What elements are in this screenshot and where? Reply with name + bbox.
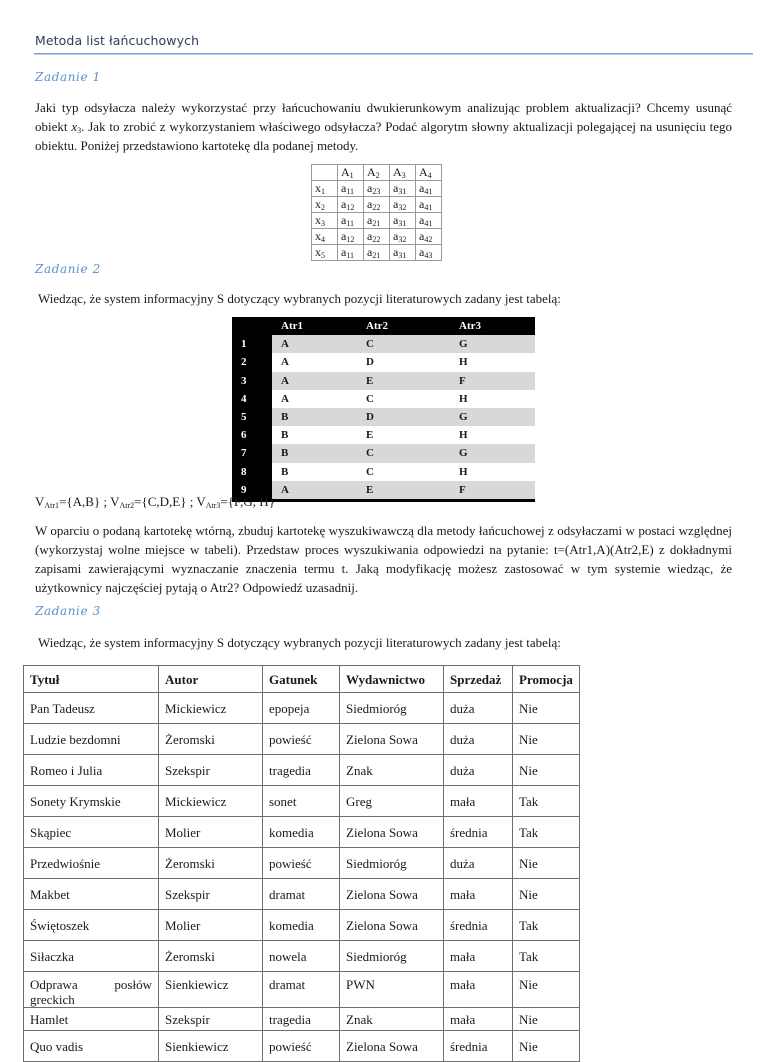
table-cell-base: a [419, 197, 425, 211]
table-cell: H [450, 463, 535, 481]
row-header-sub: 4 [321, 235, 325, 244]
table-cell: Quo vadis [24, 1031, 159, 1062]
table-cell: Tak [513, 786, 580, 817]
table-row [24, 817, 580, 848]
table-cell: powieść [263, 724, 340, 755]
section-heading-zadanie-2: Zadanie 2 [35, 262, 101, 276]
table-cell: Nie [513, 693, 580, 724]
column-header: Atr3 [450, 317, 535, 335]
table-cell-base: a [393, 197, 399, 211]
table-cell: Zielona Sowa [340, 879, 444, 910]
row-header [312, 245, 338, 261]
row-header [312, 181, 338, 197]
table-cell: F [450, 372, 535, 390]
value-set-attribute: Atr3 [205, 501, 221, 510]
zadanie-2-task: W oparciu o podaną kartotekę wtórną, zbuduj kartotekę wyszukiwawczą dla metody łańcuchowej z odsyłaczami w postaci względnej (wykorzystaj wolne miejsce w tabeli). Przedstaw proces wyszukiwania odpowiedzi na pytanie: t=(Atr1,A)(Atr2,E) z dokładnymi zapisami zawierającymi wyznaczanie znaczenia termu t. Jaką modyfikację możesz zastosować w tym systemie wiedząc, że użytkownicy najczęściej pytają o Atr2? Odpowiedź uzasadnij. [35, 523, 732, 595]
zadanie-1-text-after: . Jak to zrobić z wykorzystaniem właściwego odsyłacza? Podać algorytm słowny aktualizacji polegającej na usunięciu tego obiektu. Poniżej przedstawiono kartotekę dla podanej metody. [35, 119, 733, 153]
row-index: 8 [232, 463, 272, 481]
header-divider [34, 53, 753, 55]
table-cell-base: a [341, 181, 347, 195]
table-row [232, 426, 535, 444]
table-cell: H [450, 353, 535, 371]
table-cell-base: a [393, 229, 399, 243]
table-row [232, 372, 535, 390]
column-header-sub: 1 [349, 171, 354, 180]
table-cell: dramat [263, 972, 340, 1008]
table-cell [338, 197, 364, 213]
table-row [312, 197, 442, 213]
column-header: Wydawnictwo [340, 666, 444, 693]
table-cell: Romeo i Julia [24, 755, 159, 786]
table-cell-sub: 41 [424, 203, 433, 212]
row-header [312, 197, 338, 213]
table-cell: powieść [263, 1031, 340, 1062]
table-cell-base: a [341, 245, 347, 259]
table-cell-base: a [393, 181, 399, 195]
table-cell: nowela [263, 941, 340, 972]
table-row [232, 335, 535, 353]
column-header [338, 165, 364, 181]
row-header [312, 213, 338, 229]
table-row [232, 390, 535, 408]
table-cell: komedia [263, 910, 340, 941]
table-cell: G [450, 335, 535, 353]
table-cell: Tak [513, 941, 580, 972]
table-cell: tragedia [263, 755, 340, 786]
table-row [232, 481, 535, 501]
table-row [24, 724, 580, 755]
table-cell: C [357, 335, 450, 353]
table-cell: A [272, 390, 357, 408]
table-cell: Hamlet [24, 1008, 159, 1031]
table-row [312, 245, 442, 261]
table-row [312, 181, 442, 197]
table-cell: H [450, 426, 535, 444]
table-cell [390, 197, 416, 213]
table-cell: C [357, 444, 450, 462]
table-cell-base: a [393, 245, 399, 259]
table-cell-base: a [393, 213, 399, 227]
table-cell: Sonety Krymskie [24, 786, 159, 817]
table-cell [390, 229, 416, 245]
document-header-title: Metoda list łańcuchowych [35, 33, 200, 48]
table-cell [416, 229, 442, 245]
column-header: Gatunek [263, 666, 340, 693]
table-cell: komedia [263, 817, 340, 848]
table-cell: Tak [513, 910, 580, 941]
table-cell: duża [444, 848, 513, 879]
row-index: 3 [232, 372, 272, 390]
value-sets-line [35, 494, 275, 510]
zadanie-2-intro: Wiedząc, że system informacyjny S dotyczący wybranych pozycji literaturowych zadany jest tabelą: [38, 291, 561, 306]
table-cell-sub: 31 [398, 251, 407, 260]
row-header-base: x [315, 213, 321, 227]
table-cell: Makbet [24, 879, 159, 910]
table-cell-base: a [367, 213, 373, 227]
column-header-sub: 2 [375, 171, 380, 180]
table-cell: Świętoszek [24, 910, 159, 941]
table-row [24, 972, 580, 1008]
column-header [416, 165, 442, 181]
row-index: 5 [232, 408, 272, 426]
table-cell-sub: 21 [372, 219, 381, 228]
table-cell: Molier [159, 817, 263, 848]
column-header: Atr2 [357, 317, 450, 335]
table-cell-sub: 32 [398, 235, 407, 244]
value-set-values: ={F,G, H} [220, 494, 275, 509]
table-cell [338, 245, 364, 261]
table-cell-sub: 11 [346, 251, 355, 260]
table-cell: Żeromski [159, 848, 263, 879]
table-cell: Zielona Sowa [340, 817, 444, 848]
table-cell: mała [444, 879, 513, 910]
table-cell: Sienkiewicz [159, 972, 263, 1008]
column-header [390, 165, 416, 181]
table-cell-sub: 42 [424, 235, 433, 244]
table-cell: Zielona Sowa [340, 910, 444, 941]
table-cell: Siedmioróg [340, 848, 444, 879]
information-system-table-2 [23, 665, 580, 1062]
table-row [24, 786, 580, 817]
column-header-base: A [393, 165, 402, 179]
table-cell: Greg [340, 786, 444, 817]
table-row [24, 755, 580, 786]
table-cell-base: a [419, 213, 425, 227]
row-header-base: x [315, 245, 321, 259]
row-header-sub: 5 [321, 251, 325, 260]
table-header-row [232, 317, 535, 335]
table-cell: PWN [340, 972, 444, 1008]
row-header-base: x [315, 229, 321, 243]
table-header-row [312, 165, 442, 181]
value-set-separator: ; [186, 494, 197, 509]
table-cell: średnia [444, 817, 513, 848]
table-cell: B [272, 444, 357, 462]
column-header: Atr1 [272, 317, 357, 335]
table-cell: Zielona Sowa [340, 724, 444, 755]
table-cell: Siedmioróg [340, 941, 444, 972]
row-index: 2 [232, 353, 272, 371]
table-cell: Mickiewicz [159, 693, 263, 724]
zadanie-3-intro: Wiedząc, że system informacyjny S dotyczący wybranych pozycji literaturowych zadany jest tabelą: [38, 635, 561, 650]
table-cell: G [450, 444, 535, 462]
table-cell [364, 245, 390, 261]
row-index: 1 [232, 335, 272, 353]
table-row [232, 444, 535, 462]
table-row [24, 941, 580, 972]
table-cell-base: a [419, 229, 425, 243]
table-cell-base: a [419, 245, 425, 259]
value-set-label: V [196, 494, 206, 509]
table-cell: Nie [513, 848, 580, 879]
row-header-sub: 1 [321, 187, 325, 196]
table-cell: Sienkiewicz [159, 1031, 263, 1062]
section-heading-zadanie-1: Zadanie 1 [35, 70, 101, 84]
table-cell-base: a [419, 181, 425, 195]
column-header: Promocja [513, 666, 580, 693]
table-cell-base: a [367, 245, 373, 259]
table-cell: Odprawa posłów greckich [24, 972, 159, 1008]
table-cell: Nie [513, 1008, 580, 1031]
table-cell: sonet [263, 786, 340, 817]
table-cell: A [272, 335, 357, 353]
table-cell: Mickiewicz [159, 786, 263, 817]
section-heading-zadanie-3: Zadanie 3 [35, 604, 101, 618]
row-index: 7 [232, 444, 272, 462]
table-cell: B [272, 463, 357, 481]
table-cell: Tak [513, 817, 580, 848]
table-cell [364, 213, 390, 229]
row-header-sub: 2 [321, 203, 325, 212]
row-header-base: x [315, 181, 321, 195]
table-cell: mała [444, 1008, 513, 1031]
table-cell [416, 245, 442, 261]
table-cell-base: a [367, 197, 373, 211]
table-cell: Molier [159, 910, 263, 941]
column-header-base: A [419, 165, 428, 179]
row-index: 9 [232, 481, 272, 501]
column-header-base: A [367, 165, 376, 179]
table-cell: średnia [444, 1031, 513, 1062]
table-cell: Znak [340, 1008, 444, 1031]
table-cell: Szekspir [159, 879, 263, 910]
table-cell-sub: 22 [372, 203, 381, 212]
information-system-table-1 [232, 317, 535, 502]
table-cell [416, 213, 442, 229]
value-set-values: ={C,D,E} [134, 494, 187, 509]
table-cell-sub: 41 [424, 187, 433, 196]
value-set-separator: ; [100, 494, 111, 509]
table-cell [364, 197, 390, 213]
table-row [24, 693, 580, 724]
table-cell: epopeja [263, 693, 340, 724]
table-row [24, 1008, 580, 1031]
table-cell: powieść [263, 848, 340, 879]
table-cell [390, 213, 416, 229]
table-cell [390, 181, 416, 197]
table-cell: E [357, 481, 450, 501]
table-cell: mała [444, 941, 513, 972]
table-cell: duża [444, 693, 513, 724]
table-cell [416, 197, 442, 213]
table-cell: Skąpiec [24, 817, 159, 848]
table-row [312, 213, 442, 229]
table-row [232, 353, 535, 371]
table-cell: D [357, 353, 450, 371]
column-header-sub: 3 [401, 171, 406, 180]
table-cell: Żeromski [159, 941, 263, 972]
table-cell: Pan Tadeusz [24, 693, 159, 724]
table-cell-sub: 11 [346, 187, 355, 196]
column-header-base: A [341, 165, 350, 179]
table-row [24, 879, 580, 910]
column-header [232, 317, 272, 335]
table-cell: Nie [513, 879, 580, 910]
table-cell: A [272, 481, 357, 501]
table-cell: średnia [444, 910, 513, 941]
table-row [232, 408, 535, 426]
value-set-label: V [110, 494, 120, 509]
kartoteka-table [311, 164, 442, 261]
table-cell: D [357, 408, 450, 426]
table-cell-sub: 11 [346, 219, 355, 228]
table-cell-sub: 43 [424, 251, 433, 260]
column-header: Tytuł [24, 666, 159, 693]
column-header [364, 165, 390, 181]
row-header-base: x [315, 197, 321, 211]
table-cell: G [450, 408, 535, 426]
table-row [24, 848, 580, 879]
table-cell: mała [444, 972, 513, 1008]
table-cell: Nie [513, 724, 580, 755]
value-set-attribute: Atr2 [119, 501, 135, 510]
table-cell: Siłaczka [24, 941, 159, 972]
row-header [312, 229, 338, 245]
table-cell: Szekspir [159, 755, 263, 786]
table-cell-sub: 22 [372, 235, 381, 244]
table-cell: Żeromski [159, 724, 263, 755]
table-cell [416, 181, 442, 197]
table-cell-sub: 23 [372, 187, 381, 196]
table-cell-base: a [341, 213, 347, 227]
table-cell-sub: 21 [372, 251, 381, 260]
column-header [312, 165, 338, 181]
table-cell: Przedwiośnie [24, 848, 159, 879]
table-cell [338, 213, 364, 229]
table-cell: duża [444, 724, 513, 755]
table-cell: B [272, 408, 357, 426]
table-cell: A [272, 372, 357, 390]
table-cell: Siedmioróg [340, 693, 444, 724]
table-cell [338, 181, 364, 197]
object-label-sub: 3 [77, 126, 82, 135]
table-cell [390, 245, 416, 261]
value-set-values: ={A,B} [59, 494, 101, 509]
table-cell-base: a [367, 229, 373, 243]
table-cell [364, 229, 390, 245]
table-cell: dramat [263, 879, 340, 910]
table-cell: Zielona Sowa [340, 1031, 444, 1062]
table-cell-sub: 32 [398, 203, 407, 212]
table-cell: H [450, 390, 535, 408]
table-cell-sub: 12 [346, 203, 355, 212]
table-cell: A [272, 353, 357, 371]
table-row [24, 1031, 580, 1062]
row-header-sub: 3 [321, 219, 325, 228]
table-cell [364, 181, 390, 197]
table-cell-sub: 31 [398, 187, 407, 196]
table-cell: tragedia [263, 1008, 340, 1031]
column-header-sub: 4 [427, 171, 432, 180]
table-cell: Nie [513, 972, 580, 1008]
column-header: Autor [159, 666, 263, 693]
table-cell: C [357, 390, 450, 408]
column-header: Sprzedaż [444, 666, 513, 693]
value-set-label: V [35, 494, 45, 509]
table-cell: Ludzie bezdomni [24, 724, 159, 755]
table-cell-base: a [341, 197, 347, 211]
value-set-attribute: Atr1 [44, 501, 60, 510]
table-row [232, 463, 535, 481]
table-cell: F [450, 481, 535, 501]
table-row [24, 910, 580, 941]
object-label: x [71, 119, 78, 134]
table-row [312, 229, 442, 245]
row-index: 4 [232, 390, 272, 408]
table-cell: B [272, 426, 357, 444]
table-cell-sub: 41 [424, 219, 433, 228]
table-cell: C [357, 463, 450, 481]
zadanie-1-question [35, 98, 732, 155]
table-cell: Nie [513, 1031, 580, 1062]
table-cell: duża [444, 755, 513, 786]
table-cell: Nie [513, 755, 580, 786]
table-cell: Szekspir [159, 1008, 263, 1031]
table-cell: E [357, 426, 450, 444]
table-cell: E [357, 372, 450, 390]
table-cell-base: a [367, 181, 373, 195]
table-cell: Znak [340, 755, 444, 786]
table-header-row [24, 666, 580, 693]
table-cell-base: a [341, 229, 347, 243]
zadanie-1-text-before: Jaki typ odsyłacza należy wykorzystać przy łańcuchowaniu dwukierunkowym analizując problem aktualizacji? Chcemy usunąć obiekt [35, 100, 732, 134]
table-cell-sub: 12 [346, 235, 355, 244]
table-cell: mała [444, 786, 513, 817]
row-index: 6 [232, 426, 272, 444]
table-cell [338, 229, 364, 245]
table-cell-sub: 31 [398, 219, 407, 228]
